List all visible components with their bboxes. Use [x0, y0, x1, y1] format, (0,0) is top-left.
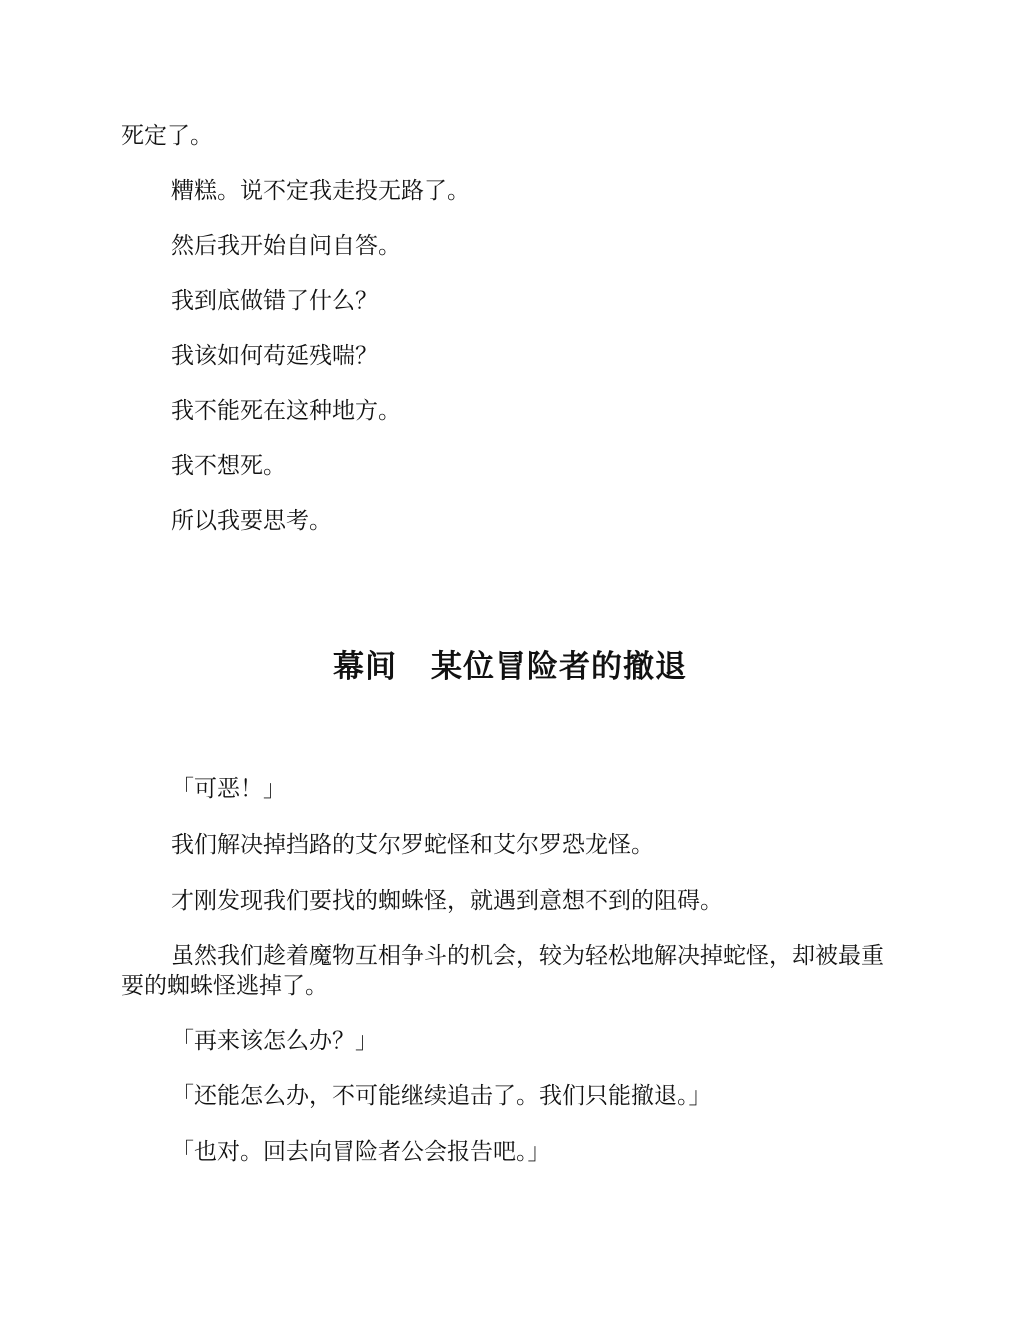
paragraph: 我不能死在这种地方。: [171, 398, 401, 424]
paragraph: 死定了。: [121, 123, 213, 149]
chapter-title: [0, 647, 1020, 687]
paragraph: 「还能怎么办，不可能继续追击了。我们只能撤退。」: [171, 1083, 712, 1109]
paragraph: 我不想死。: [171, 453, 286, 479]
chapter-title-part1: 幕间: [333, 649, 397, 685]
paragraph: 我该如何苟延残喘？: [171, 343, 378, 369]
paragraph: 「可恶！」: [171, 776, 286, 802]
paragraph: 才刚发现我们要找的蜘蛛怪，就遇到意想不到的阻碍。: [171, 888, 723, 914]
paragraph: 所以我要思考。: [171, 508, 332, 534]
paragraph: 糟糕。说不定我走投无路了。: [171, 178, 470, 204]
paragraph: 「也对。回去向冒险者公会报告吧。」: [171, 1139, 551, 1165]
paragraph: 我们解决掉挡路的艾尔罗蛇怪和艾尔罗恐龙怪。: [171, 832, 654, 858]
paragraph: 然后我开始自问自答。: [171, 233, 401, 259]
paragraph: 「再来该怎么办？」: [171, 1028, 378, 1054]
paragraph: 虽然我们趁着魔物互相争斗的机会，较为轻松地解决掉蛇怪，却被最重要的蜘蛛怪逃掉了。: [121, 943, 884, 999]
paragraph: 我到底做错了什么？: [171, 288, 378, 314]
chapter-title-part2: 某位冒险者的撤退: [431, 649, 687, 685]
